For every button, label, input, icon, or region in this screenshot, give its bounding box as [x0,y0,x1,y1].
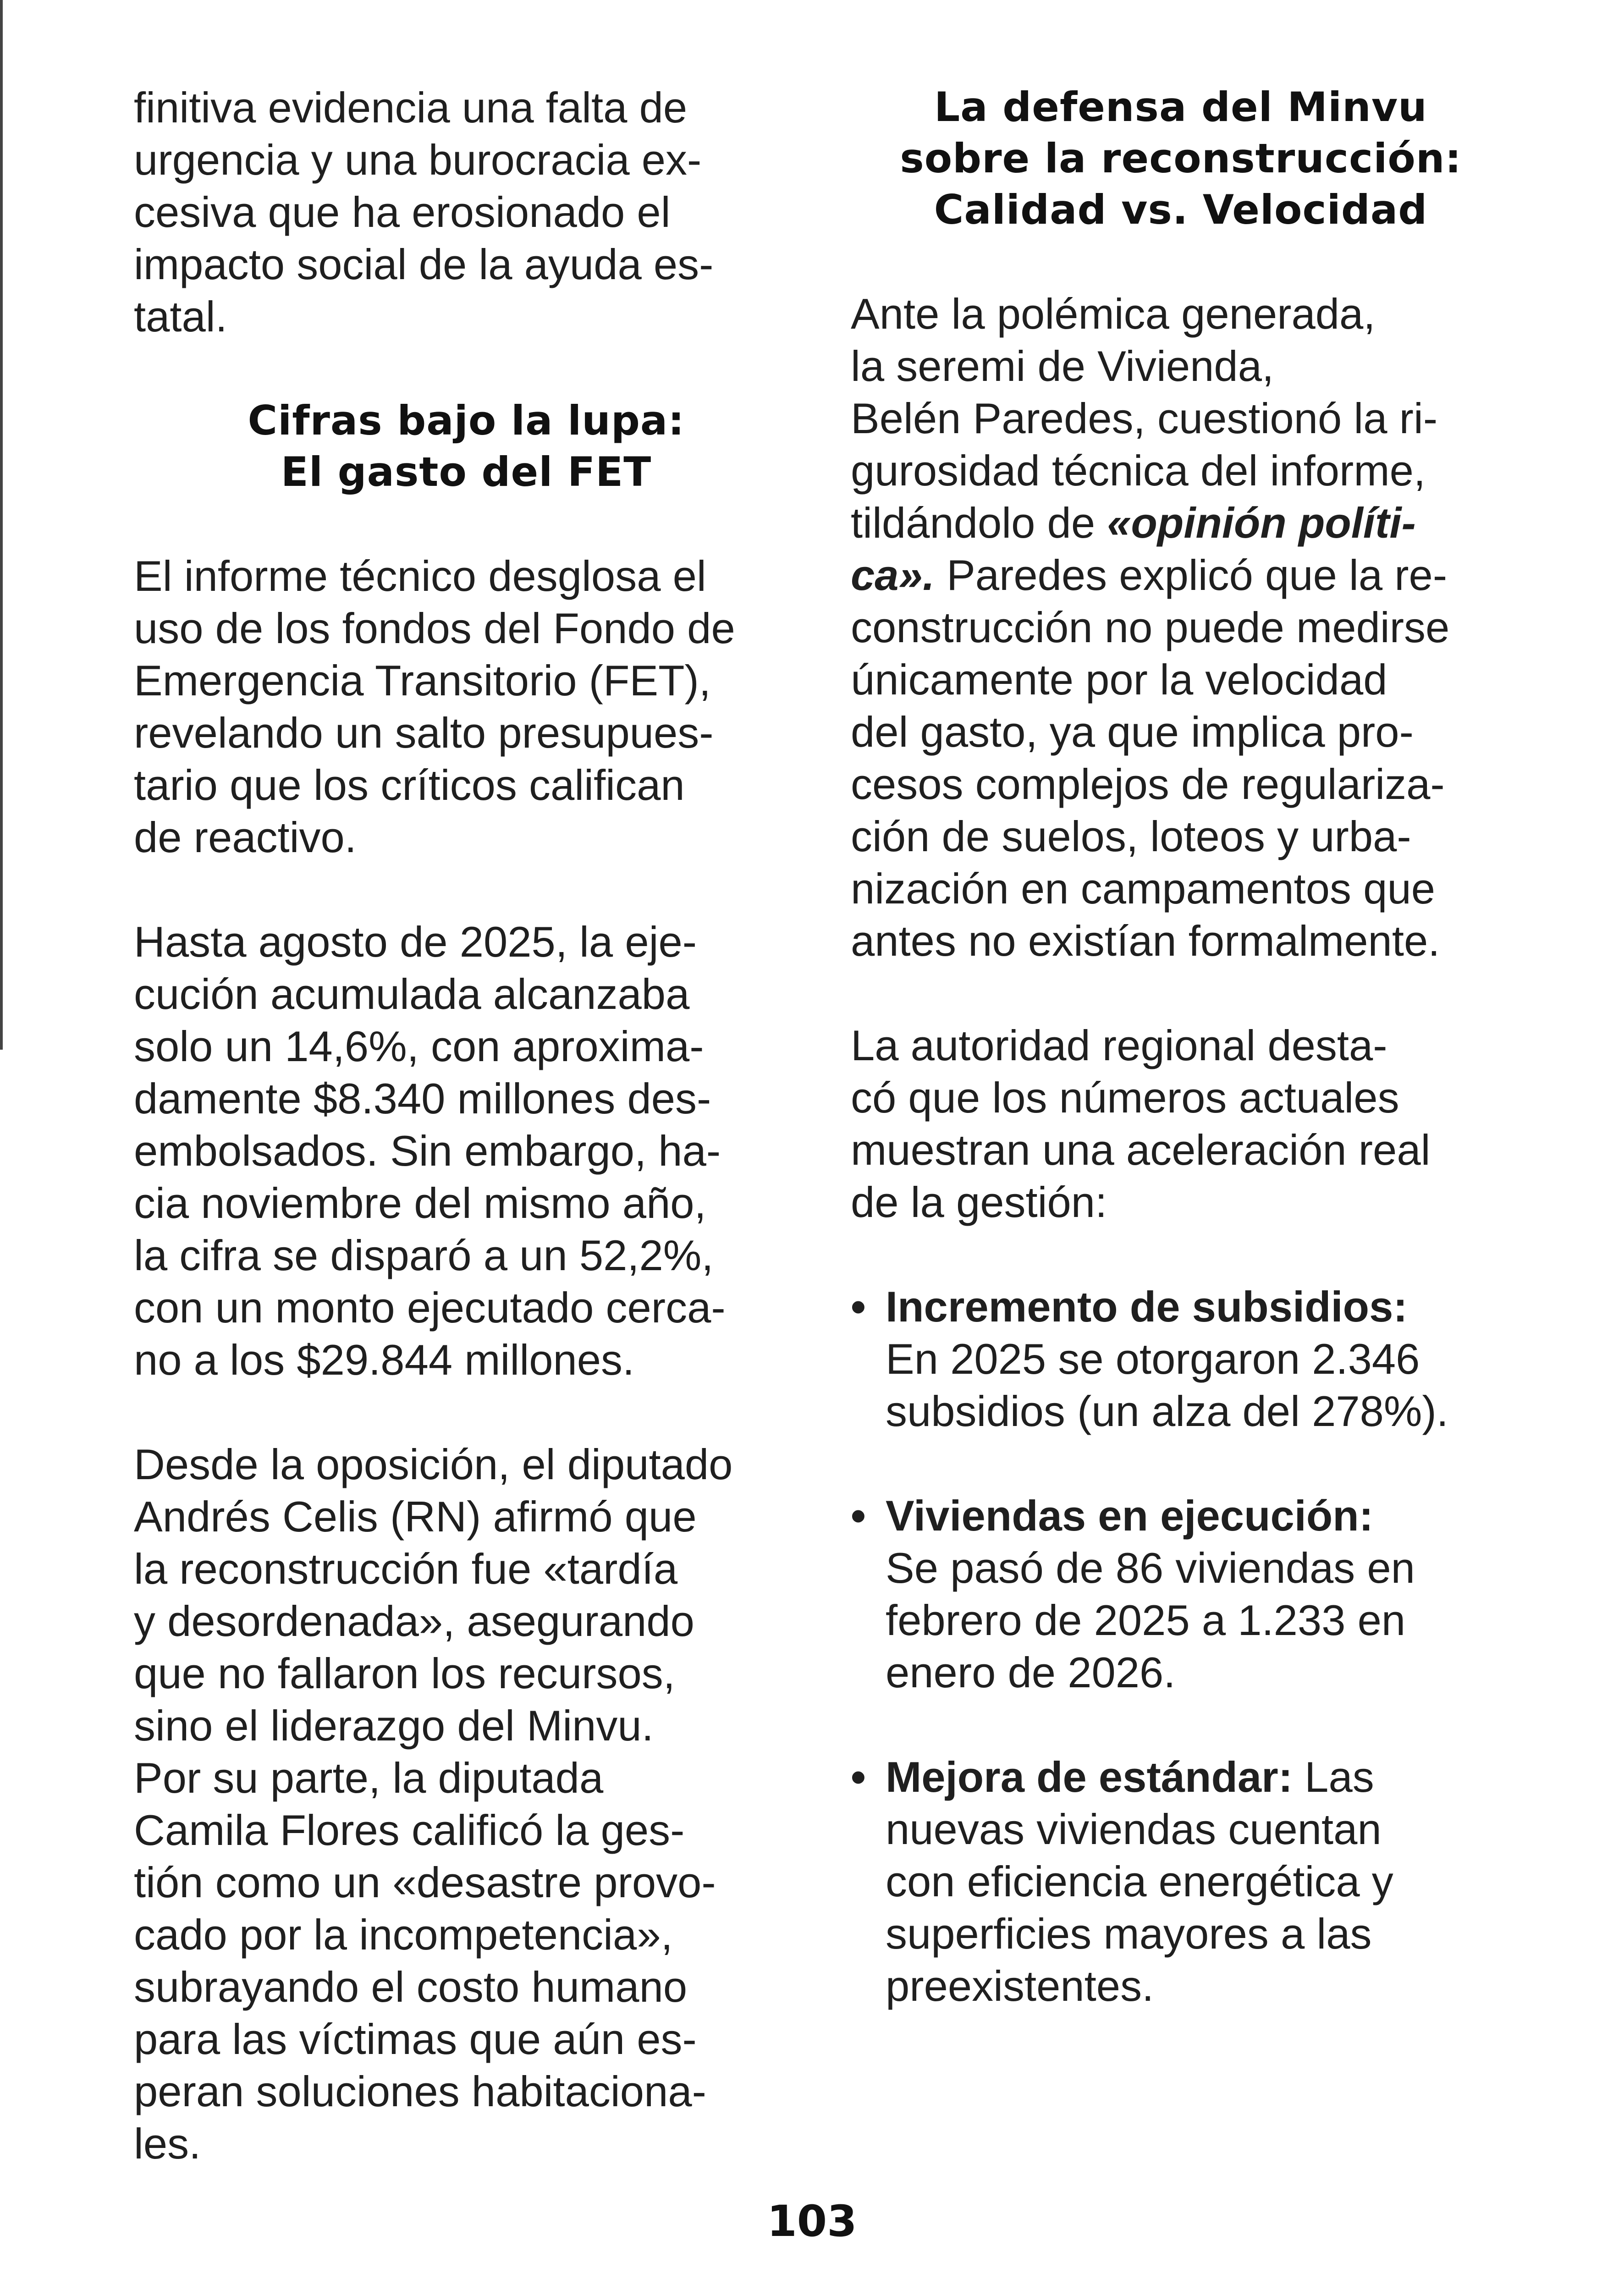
bullet-first-line [886,1751,1511,1803]
text-line: la reconstrucción fue «tardía [134,1545,678,1593]
text-line: superficies mayores a las [886,1910,1372,1958]
bullet-viviendas [851,1490,1511,1699]
heading-line: sobre la reconstrucción: [900,135,1462,182]
text-line: cesiva que ha erosionado el [134,188,671,236]
text-line: Camila Flores calificó la ges- [134,1806,685,1854]
text-line: cesos complejos de regulariza- [851,760,1445,808]
text-line: para las víctimas que aún es- [134,2015,697,2063]
text-line: urgencia y una burocracia ex- [134,136,702,184]
text-line: con eficiencia energética y [886,1857,1393,1905]
text-line: con un monto ejecutado cerca- [134,1283,726,1332]
text-line: embolsados. Sin embargo, ha- [134,1127,721,1175]
text-line: subrayando el costo humano [134,1963,688,2011]
paragraph-seremi [851,288,1511,967]
text-line: Hasta agosto de 2025, la eje- [134,918,697,966]
text-line: finitiva evidencia una falta de [134,83,688,132]
intro-paragraph [134,82,798,343]
text-line: muestran una aceleración real [851,1126,1431,1174]
line-text: Paredes explicó que la re- [934,551,1448,599]
heading-line: Calidad vs. Velocidad [934,186,1428,233]
text-line: revelando un salto presupues- [134,709,714,757]
text-line: de la gestión: [851,1178,1107,1226]
bullet-dot: • [851,1492,866,1540]
line-text: tildándolo de [851,499,1107,547]
text-line: tatal. [134,292,227,341]
text-line: La autoridad regional desta- [851,1021,1387,1069]
text-line: Desde la oposición, el diputado [134,1440,733,1488]
text-line: subsidios (un alza del 278%). [886,1387,1448,1435]
heading-line: La defensa del Minvu [934,83,1427,131]
text-line: cado por la incompetencia», [134,1911,673,1959]
text-line: antes no existían formalmente. [851,917,1440,965]
paragraph-cifras [134,916,798,1386]
bullet-first-line [886,1490,1511,1542]
paragraph-autoridad [851,1019,1511,1228]
text-line: les. [134,2120,201,2168]
text-line: impacto social de la ayuda es- [134,240,714,288]
bullet-first-line [886,1281,1511,1333]
section-heading-defensa [851,82,1511,236]
text-line: únicamente por la velocidad [851,655,1387,704]
text-line [851,549,1511,601]
bullet-estandar [851,1751,1511,2012]
text-line: enero de 2026. [886,1648,1176,1696]
text-line: tario que los críticos califican [134,761,685,809]
bullet-rest: Las [1293,1753,1374,1801]
text-line: Belén Paredes, cuestionó la ri- [851,394,1438,442]
text-line: no a los $29.844 millones. [134,1336,635,1384]
text-line: damente $8.340 millones des- [134,1074,711,1123]
paragraph-informe [134,550,798,864]
bullet-subsidios [851,1281,1511,1437]
bullet-label: Mejora de estándar: [886,1753,1293,1801]
bullet-dot: • [851,1753,866,1801]
text-line: uso de los fondos del Fondo de [134,604,735,652]
text-line: Ante la polémica generada, [851,290,1376,338]
text-line: nuevas viviendas cuentan [886,1805,1382,1853]
text-line: febrero de 2025 a 1.233 en [886,1596,1406,1644]
text-line: preexistentes. [886,1962,1154,2010]
text-line: tión como un «desastre provo- [134,1858,716,1906]
text-line: cución acumulada alcanzaba [134,970,690,1018]
text-line: la cifra se disparó a un 52,2%, [134,1231,714,1279]
text-line: Emergencia Transitorio (FET), [134,656,711,705]
text-line: Por su parte, la diputada [134,1754,604,1802]
text-line: la seremi de Vivienda, [851,342,1274,390]
page-number: 103 [767,2197,857,2246]
emphasis-quote: «opinión políti- [1107,499,1416,547]
text-line: construcción no puede medirse [851,603,1450,651]
text-line: Andrés Celis (RN) afirmó que [134,1492,697,1541]
text-line: y desordenada», asegurando [134,1597,694,1645]
bullet-dot: • [851,1283,866,1331]
text-line: ción de suelos, loteos y urba- [851,812,1411,860]
text-line: nización en campamentos que [851,864,1436,913]
text-line: En 2025 se otorgaron 2.346 [886,1335,1420,1383]
text-line: El informe técnico desglosa el [134,552,706,600]
text-line: sino el liderazgo del Minvu. [134,1701,654,1750]
text-line: peran soluciones habitaciona- [134,2067,706,2115]
emphasis-quote-end: ca». [851,551,935,599]
text-line: que no fallaron los recursos, [134,1649,675,1697]
heading-line: Cifras bajo la lupa: [248,397,685,444]
right-column [851,82,1511,2065]
text-line [851,497,1511,549]
bullet-label: Incremento de subsidios: [886,1283,1408,1331]
text-line: cia noviembre del mismo año, [134,1179,706,1227]
section-heading-cifras [134,395,798,498]
text-line: del gasto, ya que implica pro- [851,708,1414,756]
paragraph-oposicion [134,1438,798,2170]
text-line: solo un 14,6%, con aproxima- [134,1022,704,1070]
text-line: gurosidad técnica del informe, [851,446,1426,495]
text-line: de reactivo. [134,813,357,861]
text-line: có que los números actuales [851,1074,1399,1122]
bullet-label: Viviendas en ejecución: [886,1492,1374,1540]
heading-line: El gasto del FET [281,448,652,496]
text-line: Se pasó de 86 viviendas en [886,1544,1415,1592]
left-column [134,82,798,2170]
